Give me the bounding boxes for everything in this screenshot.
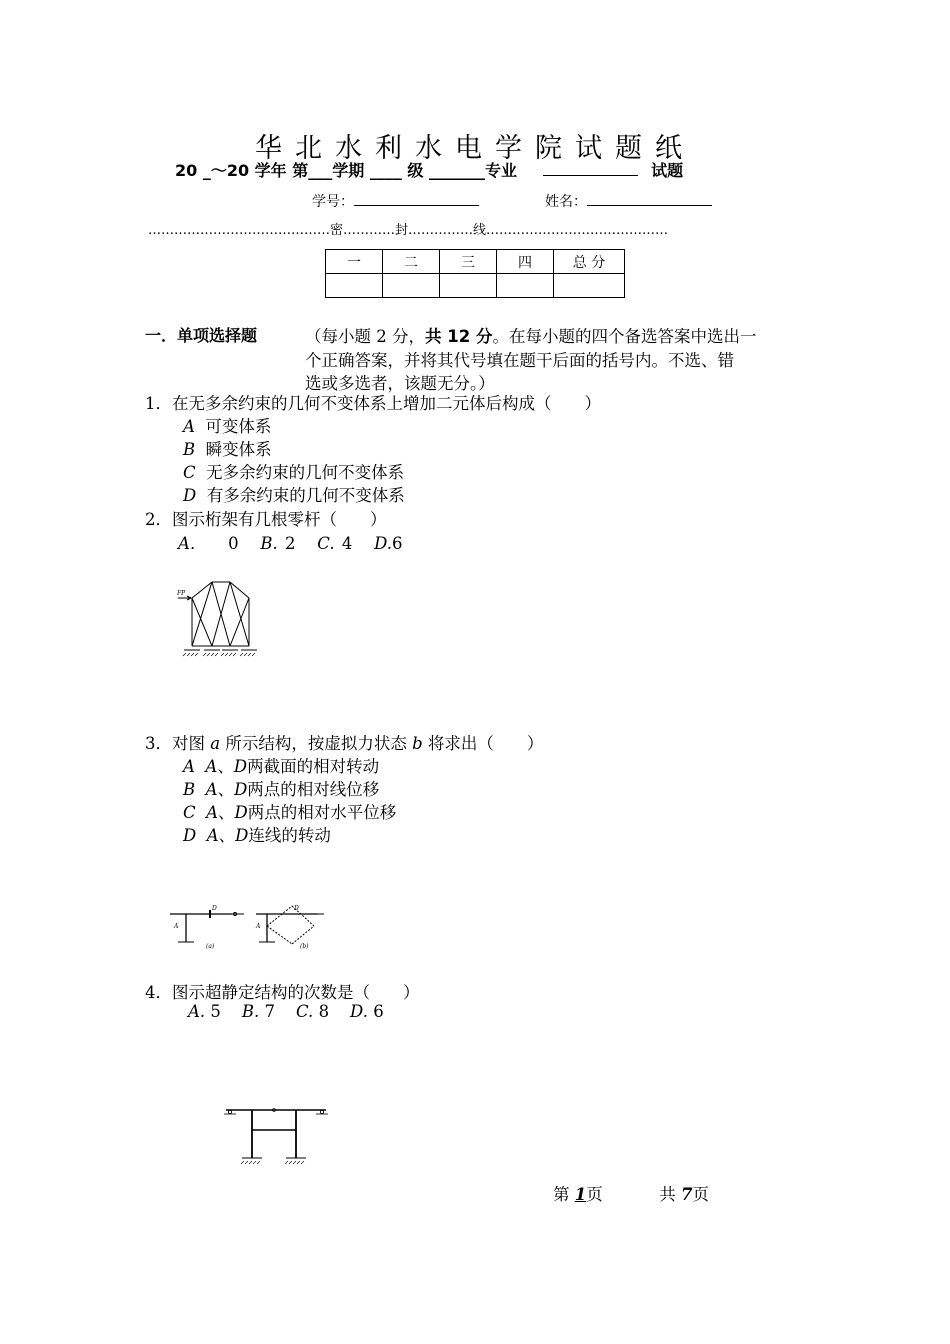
section-instructions-line3: 选或多选者，该题无分。）	[305, 374, 495, 393]
q4-option-b[interactable]: B. 7	[241, 1002, 276, 1021]
q1-option-b[interactable]	[183, 436, 272, 460]
year-suffix: 试题	[651, 161, 684, 180]
fig-b-label-a: A	[256, 923, 261, 930]
question-1-stem: 1．在无多余约束的几何不变体系上增加二元体后构成（ ）	[145, 394, 601, 413]
score-header-1: 一	[326, 250, 383, 274]
option-text: 有多余约束的几何不变体系	[206, 486, 405, 505]
q4-option-a[interactable]: A. 5	[188, 1002, 221, 1021]
fig-b-caption: (b)	[300, 943, 309, 950]
q3-option-b[interactable]: B A、D两点的相对线位移	[183, 780, 380, 799]
score-cell-4[interactable]	[497, 274, 554, 298]
score-table-header-row	[326, 250, 625, 274]
score-header-2: 二	[383, 250, 440, 274]
seal-line: ……………………………………密…………封……………线……………………………………	[148, 223, 668, 238]
score-cell-3[interactable]	[440, 274, 497, 298]
force-label: FP	[177, 590, 186, 597]
q4-option-d[interactable]: D. 6	[350, 1002, 384, 1021]
q3-option-c[interactable]: C A、D两点的相对水平位移	[183, 803, 397, 822]
section-instructions-line1	[305, 323, 756, 347]
q4-option-c[interactable]: C. 8	[296, 1002, 330, 1021]
fig-b-label-d: D	[294, 905, 299, 912]
score-cell-2[interactable]	[383, 274, 440, 298]
score-header-3: 三	[440, 250, 497, 274]
exam-title: 华北水利水电学院试题纸	[255, 133, 695, 164]
q1-option-c[interactable]	[183, 459, 404, 483]
section-heading: 一．单项选择题	[145, 326, 258, 345]
section-instructions-line2: 个正确答案，并将其代号填在题干后面的括号内。不选、错	[305, 351, 734, 370]
exam-meta-line	[175, 158, 683, 181]
instr-part-a: （每小题 2 分，	[305, 327, 425, 346]
question-2-stem: 2．图示桁架有几根零杆（ ）	[145, 510, 387, 529]
question-4-stem: 4．图示超静定结构的次数是（ ）	[145, 983, 420, 1002]
q2-option-b[interactable]: B. 2	[260, 534, 296, 553]
q2-option-d[interactable]: D.6	[374, 534, 403, 553]
question-3-stem: 3．对图 a 所示结构，按虚拟力状态 b 将求出（ ）	[145, 734, 544, 753]
student-id-label: 学号：	[312, 194, 354, 210]
name-blank[interactable]	[587, 191, 712, 206]
option-key: B	[183, 440, 196, 459]
indeterminate-frame-figure	[222, 1100, 332, 1165]
option-text: 无多余约束的几何不变体系	[206, 463, 405, 482]
score-table-value-row	[326, 274, 625, 298]
score-cell-1[interactable]	[326, 274, 383, 298]
q3-option-d[interactable]: D A、D连线的转动	[183, 826, 331, 845]
option-text: 瞬变体系	[205, 440, 272, 459]
subject-blank[interactable]	[543, 161, 638, 176]
q2-option-c[interactable]: C. 4	[317, 534, 353, 553]
fig-a-label-d: D	[212, 905, 217, 912]
score-header-total: 总 分	[554, 250, 625, 274]
q2-options	[178, 530, 402, 554]
instr-part-b: 。在每小题的四个备选答案中选出一	[492, 327, 757, 346]
q1-option-a[interactable]	[183, 413, 271, 437]
page-footer	[553, 1181, 709, 1205]
option-key: A	[183, 417, 195, 436]
q2-option-a[interactable]: A． 0	[178, 534, 239, 553]
q4-options	[188, 1002, 384, 1021]
option-key: C	[183, 463, 196, 482]
student-id-blank[interactable]	[354, 191, 479, 206]
student-id-row	[312, 191, 479, 211]
score-header-4: 四	[497, 250, 554, 274]
option-text: 可变体系	[205, 417, 272, 436]
page-number-label: 第 1页	[553, 1185, 603, 1204]
fig-a-label-a: A	[174, 923, 179, 930]
frame-figures	[166, 902, 326, 952]
truss-figure	[172, 578, 262, 660]
instr-bold: 共 12 分	[425, 327, 493, 346]
year-line: 20 _～20 学年 第___学期 ____ 级 _______专业	[175, 161, 517, 180]
fig-a-caption: (a)	[206, 943, 215, 950]
name-row	[545, 191, 712, 211]
name-label: 姓名：	[545, 194, 587, 210]
total-pages: 7	[680, 1185, 693, 1204]
q3-option-a[interactable]: A A、D两截面的相对转动	[183, 757, 380, 776]
total-pages-label: 共 7页	[659, 1185, 709, 1204]
option-key: D	[183, 486, 197, 505]
current-page: 1	[574, 1185, 587, 1204]
score-cell-total[interactable]	[554, 274, 625, 298]
q1-option-d[interactable]	[183, 482, 405, 506]
score-table	[325, 249, 625, 298]
